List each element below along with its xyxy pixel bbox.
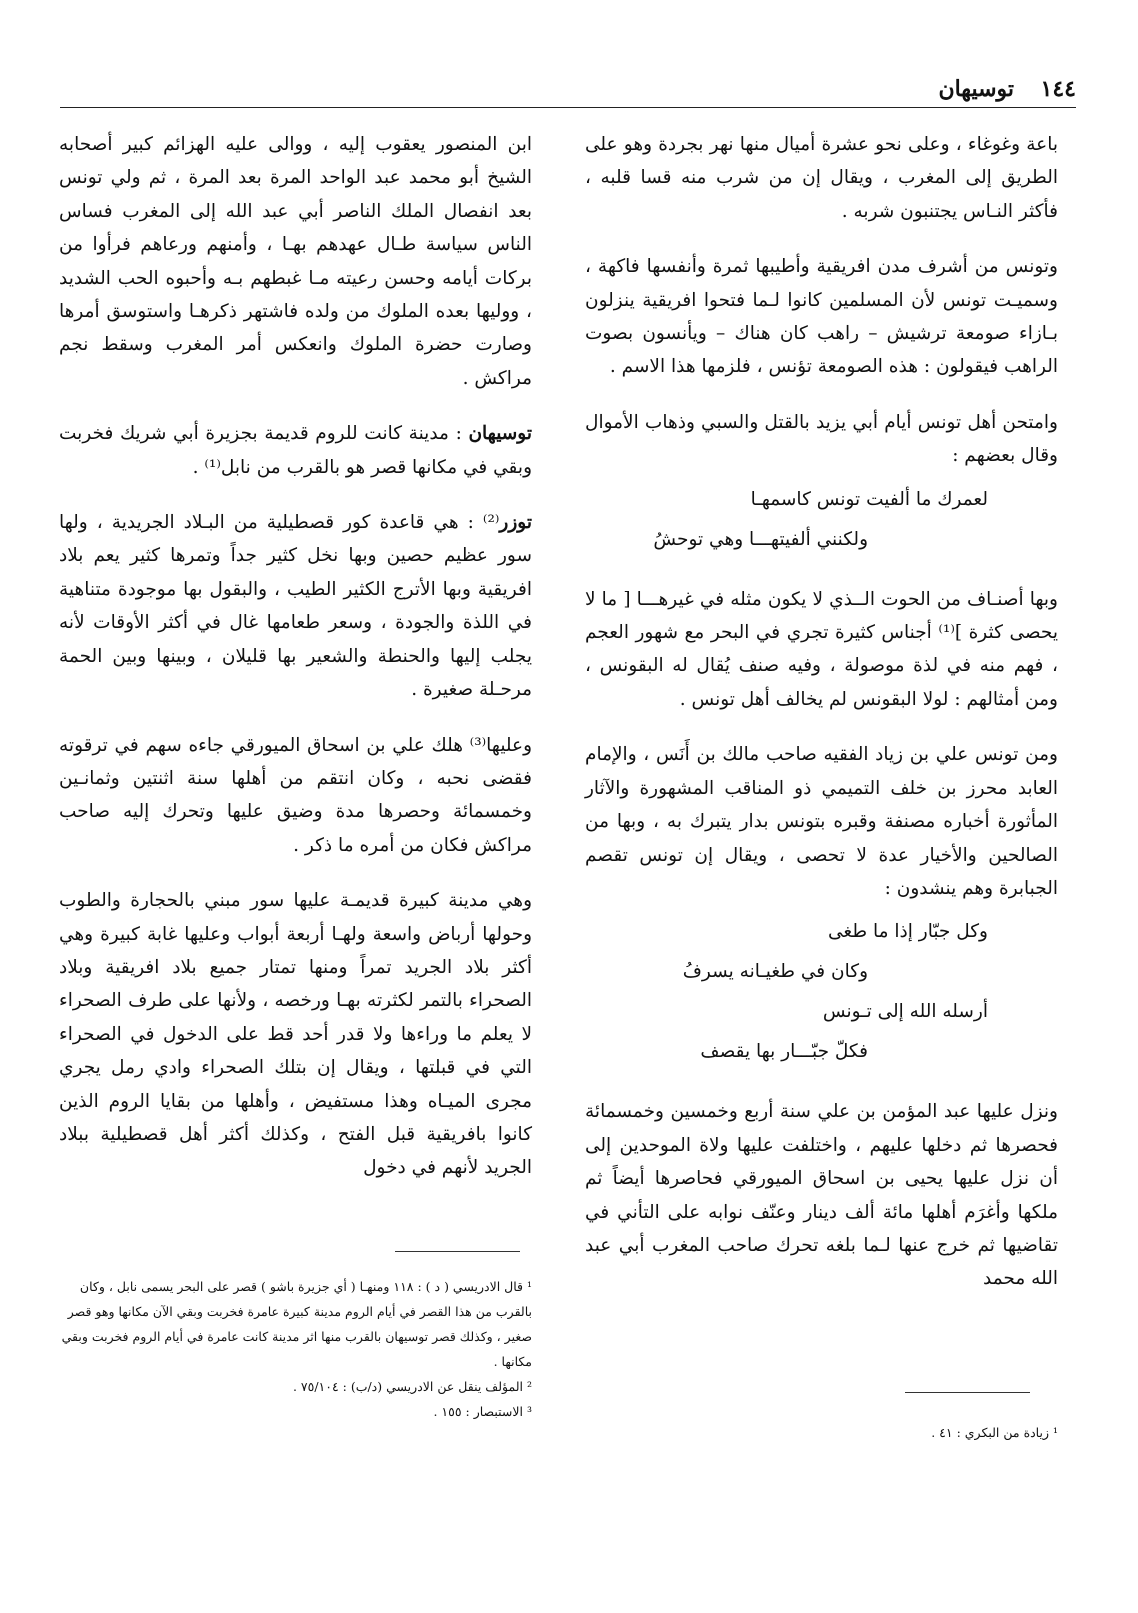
verse-line [585,995,1058,1035]
running-title: توسيهان [938,76,1014,102]
paragraph: وبها أصنـاف من الحوت الــذي لا يكون مثله في غيرهـــا [ ما لا يحصى كثرة ]⁽¹⁾ أجناس كثيرة تجري في البحر مع شهور العجم ، فهم منه في لذة موصولة ، وفيه صنف يُقال له البقونس ، ومن أمثالهم : لولا البقونس لم يخالف أهل تونس . [585,588,1058,710]
footnote: ² المؤلف ينقل عن الادريسي (د/ب) : ٧٥/١٠٤ . [292,1379,532,1394]
verse-line [585,1035,1058,1075]
paragraph: ابن المنصور يعقوب إليه ، ووالى عليه الهزائم كبير أصحابه الشيخ أبو محمد عبد الواحد المرة بعد المرة ، ثم ولي تونس بعد انفصال الملك الناصر أبي عبد الله إلى المغرب فساس الناس سياسة طـال عهدهم بهـا ، وأمنهم ورعاهم فرأوا من بركات أيامه وحسن رعيته مـا غبطهم بـه وأحبوه الحب الشديد ، ووليها بعده الملوك من ولده فاشتهر ذكرهـا واستوسق أمرها وصارت حضرة الملوك وانعكس أمر المغرب وسقط نجم مراكش . [59,134,532,389]
verse-hemistich: لعمرك ما ألفيت تونس كاسمهـا [750,488,988,510]
verse-hemistich: ولكنني ألفيتهـــا وهي توحشُ [653,528,868,550]
footnote: ¹ زيادة من البكري : ٤١ . [931,1425,1058,1440]
footnote: ³ الاستبصار : ١٥٥ . [433,1404,532,1419]
paragraph: وهي مدينة كبيرة قديمـة عليها سور مبني بالحجارة والطوب وحولها أرباض واسعة ولهـا أربعة أبواب وعليها غابة كبيرة وهي أكثر بلاد الجريد تمراً ومنها تمتار جميع بلاد افريقية وبلاد الصحراء بالتمر لكثرته بهـا ورخصه ، ولأنها على طرف الصحراء لا يعلم ما وراءها ولا قدر أحد قط على الدخول في الصحراء التي في قبلتها ، ويقال إن بتلك الصحراء وادي رمل يجري مجرى الميـاه وهذا مستفيض ، وأهلها من بقايا الروم الذين كانوا بافريقية قبل الفتح ، وكذلك أكثر أهل قصطيلية ببلاد الجريد لأنهم في دخول [59,890,532,1179]
paragraph: وامتحن أهل تونس أيام أبي يزيد بالقتل والسبي وذهاب الأموال وقال بعضهم : [585,411,1058,467]
header-rule [60,107,1076,108]
verse-hemistich: وكل جبّار إذا ما طغى [828,921,988,943]
left-column [59,128,532,1207]
page-number: ١٤٤ [1040,76,1076,102]
verse-hemistich: فكلّ جبّـــار بها يقصف [700,1041,868,1063]
entry-paragraph [59,417,532,484]
paragraph: ونزل عليها عبد المؤمن بن علي سنة أربع وخمسين وخمسمائة فحصرها ثم دخلها عليهم ، واختلفت عليها ولاة الموحدين إلى أن نزل عليها يحيى بن اسحاق الميورقي فحاصرها أيضاً ثم ملكها وأغرَم أهلها مائة ألف دينار وعنّف نوابه على التأني في تقاضيها ثم خرج عنها لـما بلغه تحرك صاحب المغرب أبي عبد الله محمد [585,1101,1058,1290]
paragraph: وتونس من أشرف مدن افريقية وأطيبها ثمرة وأنفسها فاكهة ، وسميـت تونس لأن المسلمين كانوا لـما فتحوا افريقية ينزلون بـازاء صومعة ترشيش – راهب كان هناك – ويأنسون بصوت الراهب فيقولون : هذه الصومعة تؤنس ، فلزمها هذا الاسم . [585,256,1058,378]
entry-text: ⁽²⁾ : هي قاعدة كور قصطيلية من البـلاد الجريدية ، ولها سور عظيم حصين وبها نخل كثير جداً وتمرها كثير يعم بلاد افريقية وبها الأترج الكثير الطيب ، والبقول بها موجودة متناهية في اللذة والجودة ، وسعر طعامها غال في أكثر الأوقات لأنه يجلب إليها والحنطة والشعير بها قليلان ، وبينها وبين الحمة مرحـلة صغيرة . [59,512,532,701]
verse-line [585,915,1058,955]
verse-hemistich: وكان في طغيـانه يسرفُ [682,961,868,983]
verse-line [585,523,1058,563]
verse-hemistich: أرسله الله إلى تـونس [822,1001,988,1023]
poem-verse [585,483,1058,563]
entry-text: : مدينة كانت للروم قديمة بجزيرة أبي شريك فخربت وبقي في مكانها قصر هو بالقرب من نابل⁽¹⁾ . [59,423,532,478]
entry-headword: توسيهان [468,423,532,445]
footnote-rule [395,1251,520,1252]
page-header [60,74,1076,108]
paragraph: ومن تونس علي بن زياد الفقيه صاحب مالك بن أَنَس ، والإمام العابد محرز بن خلف التميمي ذو المناقب المشهورة والآثار المأثورة أخباره مصنفة وقبره بتونس بدار يتبرك به ، وبها من الصالحين والأخيار عدة لا تحصى ، ويقال إن تونس تقصم الجبابرة وهم ينشدون : [585,744,1058,899]
poem-verse [585,915,1058,1075]
footnote: ¹ قال الادريسي ( د ) : ١١٨ ومنهـا ( أي جزيرة باشو ) قصر على البحر يسمى نابل ، وكان بالقرب من هذا القصر في أيام الروم مدينة كبيرة عامرة فخربت وبقي الآن مكانها وهو قصر صغير ، وكذلك قصر توسيهان بالقرب منها اثر مدينة كانت عامرة في أيام الروم فخربت وبقي مكانها . [61,1279,532,1369]
footnote-rule [905,1392,1030,1393]
paragraph: وعليها⁽³⁾ هلك علي بن اسحاق الميورقي جاءه سهم في ترقوته فقضى نحبه ، وكان انتقم من أهلها سنة اثنتين وثمانـين وخمسمائة وحصرها مدة وضيق عليها وتحرك إليه صاحب مراكش فكان من أمره ما ذكر . [59,734,532,856]
footnotes-right [585,1420,1058,1445]
entry-paragraph [59,506,532,706]
right-column [585,128,1058,1318]
footnotes-left [59,1274,532,1424]
paragraph: باعة وغوغاء ، وعلى نحو عشرة أميال منها نهر بجردة وهو على الطريق إلى المغرب ، ويقال إن من شرب منه قسا قلبه ، فأكثر النـاس يجتنبون شربه . [585,134,1058,222]
verse-line [585,955,1058,995]
entry-headword: توزر [499,512,532,534]
verse-line [585,483,1058,523]
